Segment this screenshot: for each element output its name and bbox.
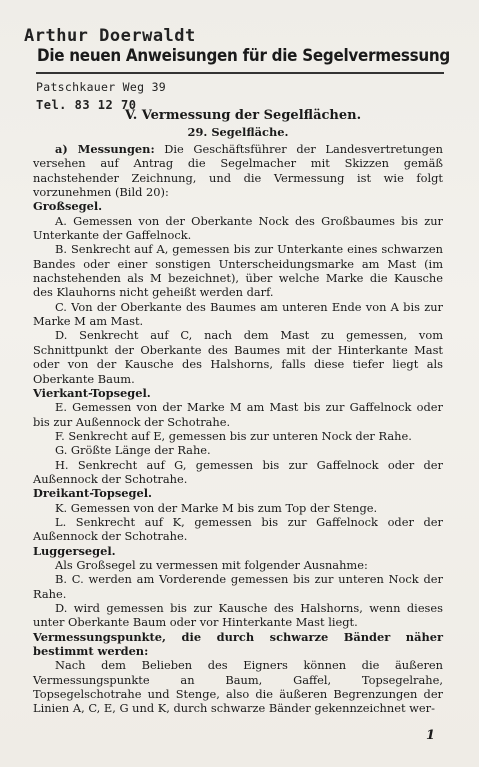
grosssegel-item-a: A. Gemessen von der Oberkante Nock des Großbaumes bis zur Unterkante der Gaffelnock. <box>33 213 443 243</box>
vierkant-item-f: F. Senkrecht auf E, gemessen bis zur unteren Nock der Rahe. <box>55 428 412 443</box>
owner-stamp-tel: Tel. 83 12 70 <box>36 98 137 112</box>
vierkant-item-e: E. Gemessen von der Marke M am Mast bis zur Gaffelnock oder bis zur Außennock der Schotrahe. <box>33 400 443 429</box>
heading-vierkant-topsegel: Vierkant-Topsegel. <box>33 385 151 400</box>
heading-dreikant-topsegel: Dreikant-Topsegel. <box>33 486 153 501</box>
luggersegel-item-intro: Als Großsegel zu vermessen mit folgender Ausnahme: <box>55 557 368 572</box>
grosssegel-item-d: D. Senkrecht auf C, nach dem Mast zu gemessen, vom Schnittpunkt der Oberkante des Baumes mit der Hinterkante Mast oder von der Kausche des Halshorns, falls diese tiefer liegt als Oberkante Baum. <box>33 328 443 386</box>
intro-paragraph <box>33 142 443 199</box>
page-header-title: Die neuen Anweisungen für die Segelvermessung <box>37 46 451 65</box>
luggersegel-item-bc: B. C. werden am Vorderende gemessen bis zur unteren Nock der Rahe. <box>33 572 443 601</box>
heading-vermessungspunkte: Vermessungspunkte, die durch schwarze Bänder näher bestimmt werden: <box>33 629 443 659</box>
subsection-title: 29. Segelfläche. <box>187 125 289 139</box>
page-number: 1 <box>425 728 435 743</box>
heading-grosssegel: Großsegel. <box>33 199 103 214</box>
vierkant-item-g: G. Größte Länge der Rahe. <box>55 443 211 458</box>
owner-stamp-street: Patschkauer Weg 39 <box>36 80 167 94</box>
heading-luggersegel: Luggersegel. <box>33 543 116 558</box>
grosssegel-item-c: C. Von der Oberkante des Baumes am unteren Ende von A bis zur Marke M am Mast. <box>33 299 443 329</box>
grosssegel-item-b: B. Senkrecht auf A, gemessen bis zur Unterkante eines schwarzen Bandes oder einer sonstigen Unterscheidungsmarke am Mast (im nachstehenden als M bezeichnet), über welche Marke die Kausche des Klauhorns nicht geheißt werden darf. <box>33 242 443 300</box>
dreikant-item-k: K. Gemessen von der Marke M bis zum Top der Stenge. <box>55 500 378 515</box>
luggersegel-item-d: D. wird gemessen bis zur Kausche des Halshorns, wenn dieses unter Oberkante Baum oder vor Hinterkante Mast liegt. <box>33 601 443 630</box>
section-title: V. Vermessung der Segelflächen. <box>124 108 362 123</box>
vierkant-item-h: H. Senkrecht auf G, gemessen bis zur Gaffelnock oder der Außennock der Schotrahe. <box>33 457 443 486</box>
intro-lead: a) Messungen: <box>55 142 155 156</box>
intro-text: Die Geschäftsführer der Landesvertretungen versehen auf Antrag die Segelmacher mit Skizzen gemäß nachstehender Zeichnung, und die Vermessung ist wie folgt vorzunehmen (Bild 20): <box>33 142 443 200</box>
dreikant-item-l: L. Senkrecht auf K, gemessen bis zur Gaffelnock oder der Außennock der Schotrahe. <box>33 514 443 544</box>
owner-stamp-name: Arthur Doerwaldt <box>24 26 196 46</box>
document-body <box>33 108 443 716</box>
vermessungspunkte-text: Nach dem Belieben des Eigners können die äußeren Vermessungspunkte an Baum, Gaffel, Topsegelrahe, Topsegelschotrahe und Stenge, also die äußeren Begrenzungen der Linien A, C, E, G und K, durch schwarze Bänder gekennzeichnet wer- <box>33 658 443 716</box>
header-rule <box>36 72 444 74</box>
